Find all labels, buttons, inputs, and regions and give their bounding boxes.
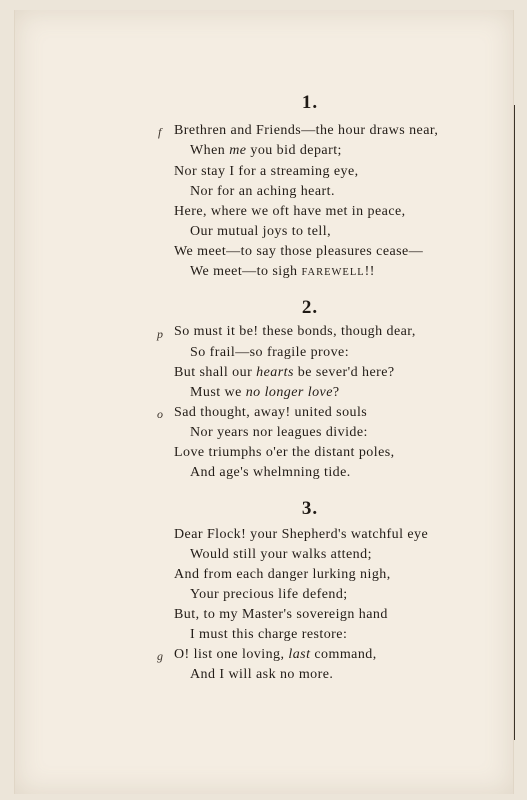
verse-line: Dear Flock! your Shepherd's watchful eye bbox=[174, 527, 429, 542]
verse-line: Must we no longer love? bbox=[190, 385, 340, 400]
verse-line: So must it be! these bonds, though dear, bbox=[174, 324, 416, 339]
verse-line: Brethren and Friends—the hour draws near, bbox=[174, 123, 439, 138]
verse-line: But, to my Master's sovereign hand bbox=[174, 607, 388, 622]
verse-line: Love triumphs o'er the distant poles, bbox=[174, 445, 395, 460]
dynamic-mark: g bbox=[157, 649, 163, 663]
verse-line: So frail—so fragile prove: bbox=[190, 345, 350, 360]
verse-line: Here, where we oft have met in peace, bbox=[174, 204, 406, 219]
dynamic-mark: f bbox=[158, 125, 162, 139]
verse-line: I must this charge restore: bbox=[190, 627, 348, 642]
stanza-number: 3. bbox=[301, 498, 319, 519]
verse-line: O! list one loving, last command, bbox=[174, 647, 377, 662]
stanza-number: 1. bbox=[301, 92, 319, 113]
verse-line: Nor stay I for a streaming eye, bbox=[174, 164, 359, 179]
verse-line: But shall our hearts be sever'd here? bbox=[174, 365, 395, 380]
fold-line bbox=[514, 105, 515, 740]
verse-line: Our mutual joys to tell, bbox=[190, 224, 332, 239]
dynamic-mark: p bbox=[157, 327, 163, 341]
verse-line: And from each danger lurking nigh, bbox=[174, 567, 391, 582]
verse-line: When me you bid depart; bbox=[190, 143, 342, 158]
verse-line: Sad thought, away! united souls bbox=[174, 405, 368, 420]
verse-line: Nor for an aching heart. bbox=[190, 184, 335, 199]
verse-line: Would still your walks attend; bbox=[190, 547, 372, 562]
verse-line: We meet—to sigh FAREWELL!! bbox=[190, 264, 375, 279]
verse-line: And I will ask no more. bbox=[190, 667, 334, 682]
stanza-number: 2. bbox=[301, 297, 319, 318]
verse-line: We meet—to say those pleasures cease— bbox=[174, 244, 424, 259]
verse-line: And age's whelmning tide. bbox=[190, 465, 351, 480]
verse-line: Your precious life defend; bbox=[190, 587, 348, 602]
dynamic-mark: o bbox=[157, 407, 163, 421]
verse-line: Nor years nor leagues divide: bbox=[190, 425, 368, 440]
